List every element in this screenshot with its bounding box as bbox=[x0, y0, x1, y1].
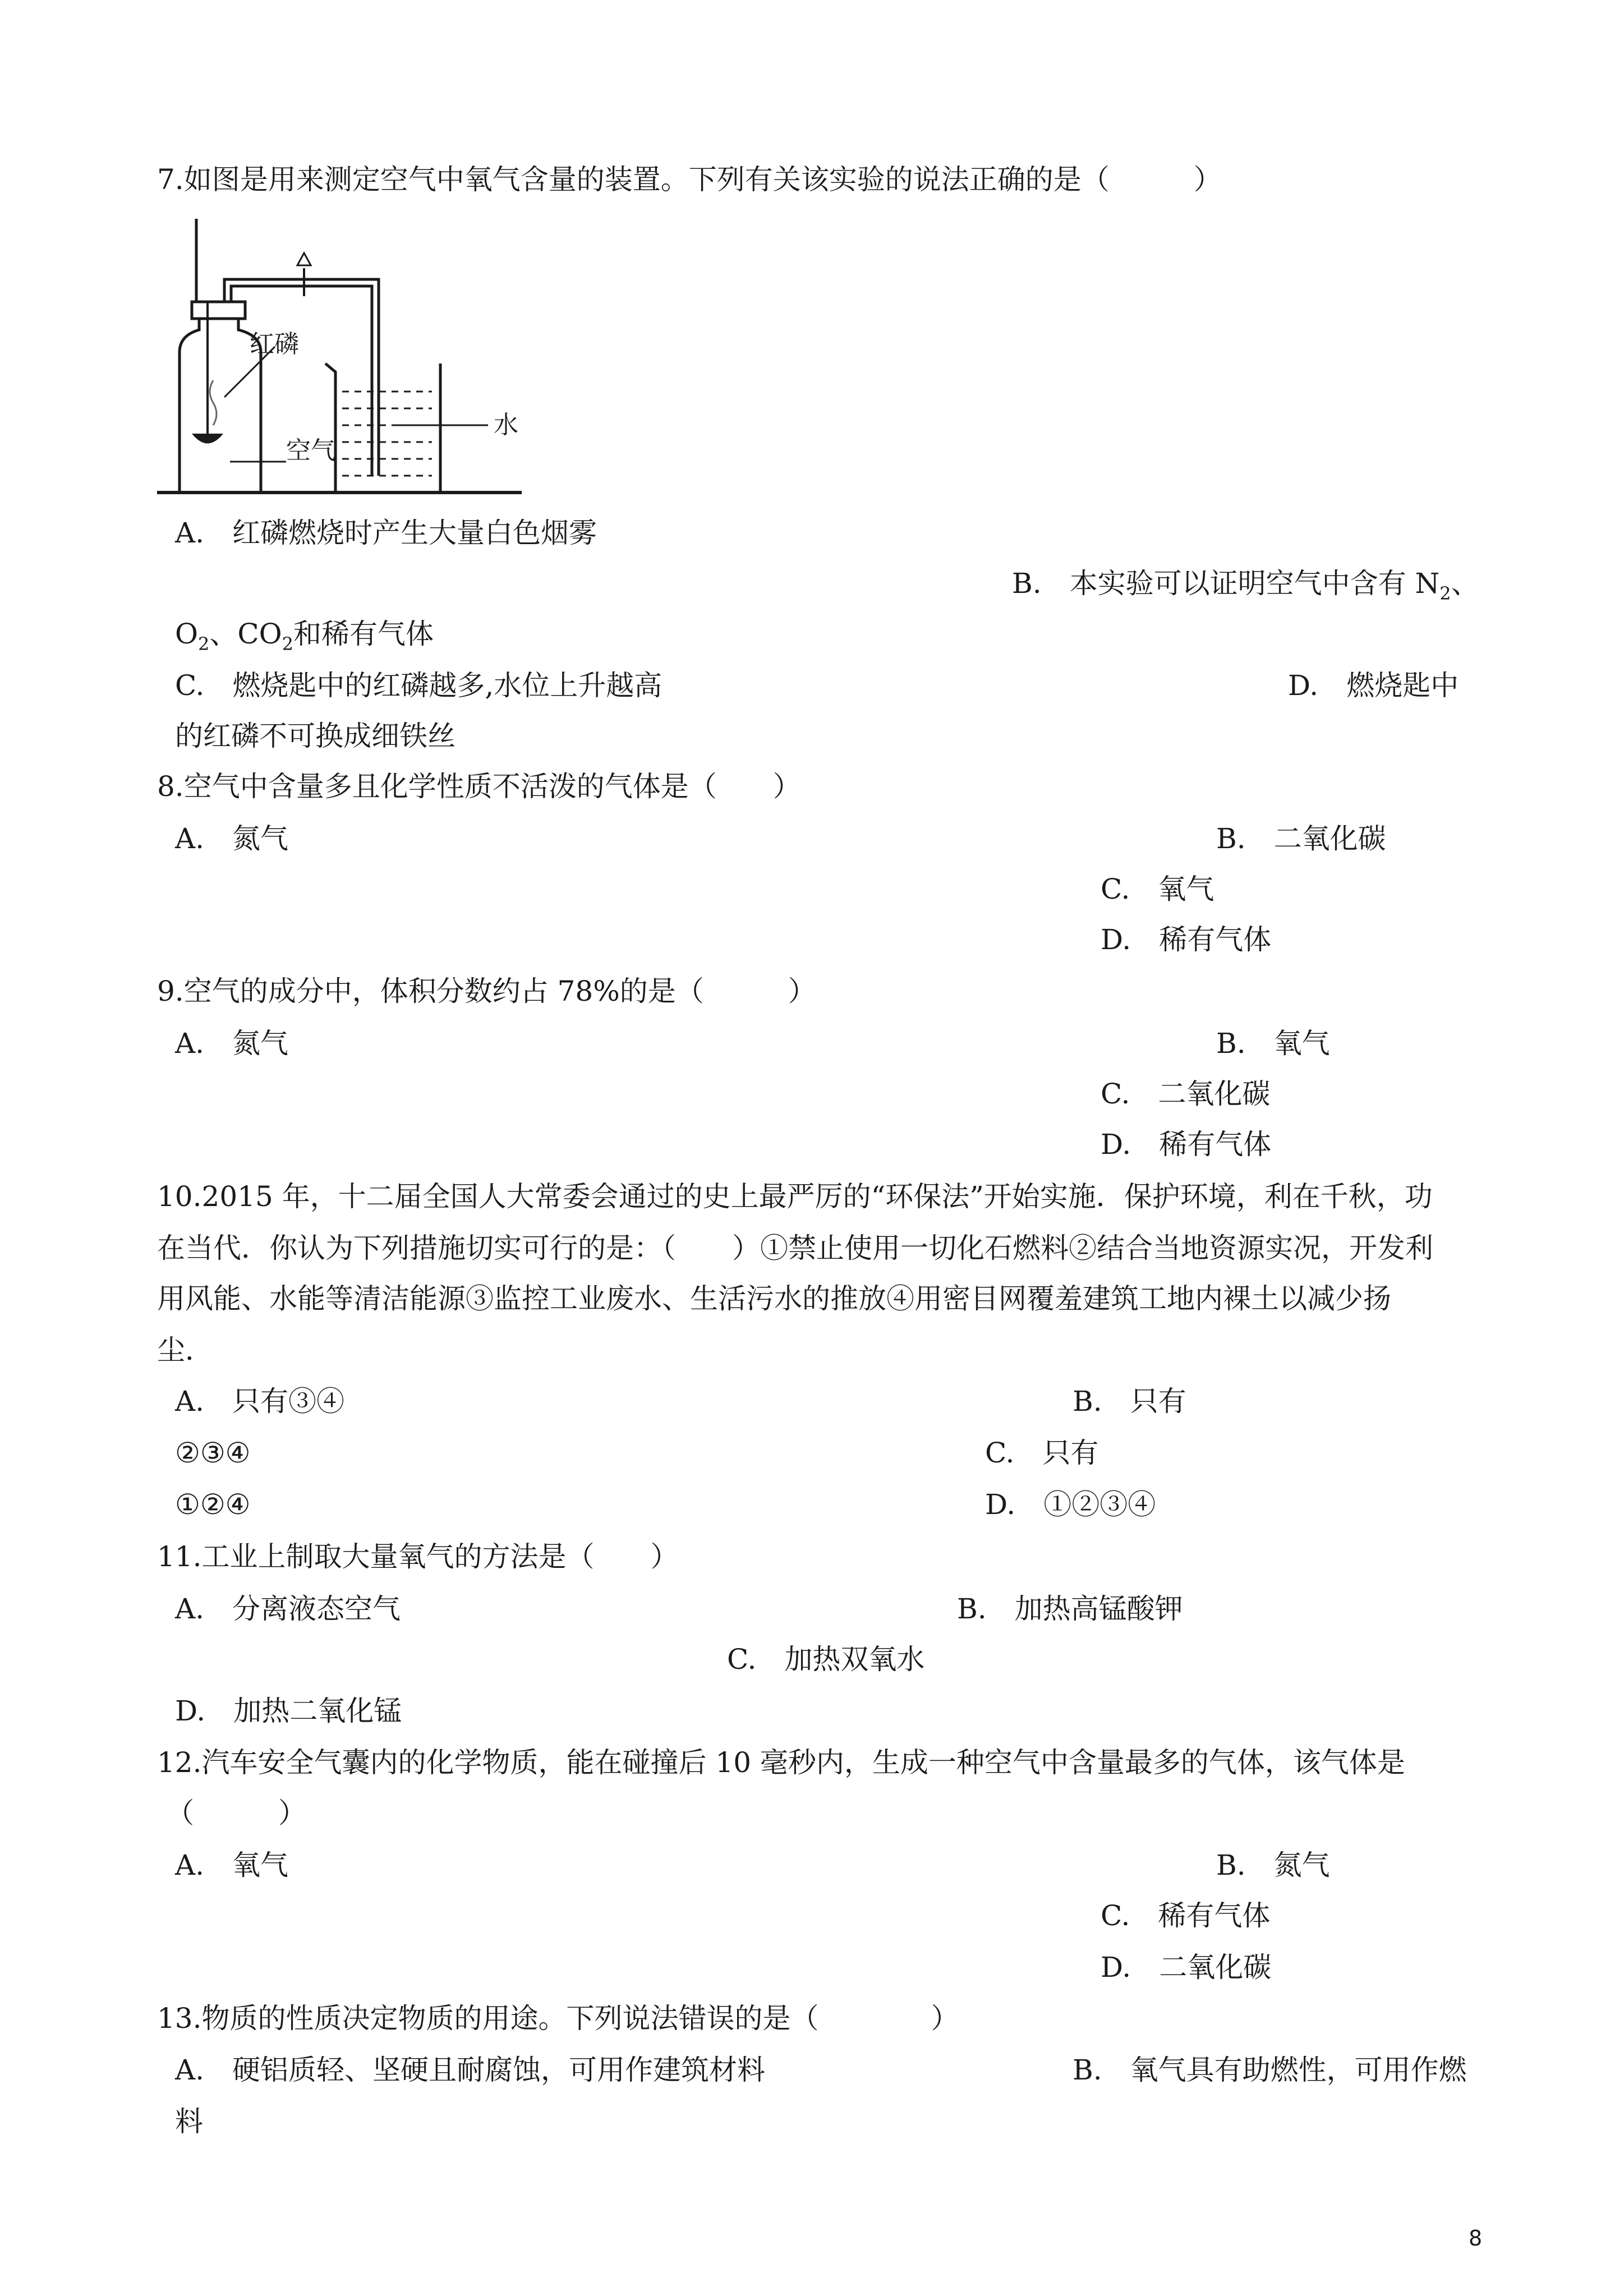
q9-option-c: C. 二氧化碳 bbox=[1101, 1078, 1271, 1110]
q9-option-b: B. 氧气 bbox=[1216, 1027, 1330, 1060]
q13-stem: 13.物质的性质决定物质的用途。下列说法错误的是（ ） bbox=[157, 2002, 959, 2035]
q7-option-c: C. 燃烧匙中的红磷越多,水位上升越高 bbox=[175, 669, 663, 702]
q12-option-b: B. 氮气 bbox=[1216, 1849, 1330, 1881]
q9-stem: 9.空气的成分中，体积分数约占 78%的是（ ） bbox=[157, 975, 816, 1007]
q12-option-a: A. 氧气 bbox=[175, 1849, 289, 1881]
q13-option-a: A. 硬铝质轻、坚硬且耐腐蚀，可用作建筑材料 bbox=[175, 2054, 766, 2086]
q12-stem: 12.汽车安全气囊内的化学物质，能在碰撞后 10 毫秒内，生成一种空气中含量最多的气体，该气体是 bbox=[157, 1746, 1405, 1779]
q11-option-b: B. 加热高锰酸钾 bbox=[957, 1593, 1183, 1625]
q12-stem-continued: （ ） bbox=[166, 1797, 306, 1829]
q10-stem-line-3: 用风能、水能等清洁能源③监控工业废水、生活污水的推放④用密目网覆羞建筑工地内裸土以减少扬 bbox=[157, 1282, 1391, 1315]
q10-stem-line-4: 尘． bbox=[157, 1334, 213, 1366]
q7-option-b-continued: $O_2$、$CO_2$和稀有气体 bbox=[175, 618, 434, 655]
q8-option-d: D. 稀有气体 bbox=[1101, 923, 1272, 956]
q8-stem: 8.空气中含量多且化学性质不活泼的气体是（ ） bbox=[157, 770, 801, 803]
q10-option-b: B. 只有 bbox=[1073, 1385, 1186, 1418]
q10-option-c: C. 只有 bbox=[985, 1437, 1099, 1469]
q11-option-a: A. 分离液态空气 bbox=[175, 1593, 401, 1625]
q7-option-b: B. 本实验可以证明空气中含有 $N_2$、 bbox=[1012, 567, 1479, 604]
q10-option-d: D. ①②③④ bbox=[985, 1488, 1156, 1521]
q9-option-d: D. 稀有气体 bbox=[1101, 1128, 1272, 1161]
q10-stem-line-2: 在当代．你认为下列措施切实可行的是：（ ）①禁止使用一切化石燃料②结合当地资源实况，开发利 bbox=[157, 1232, 1433, 1264]
q10-option-b-continued: ②③④ bbox=[175, 1437, 251, 1469]
q10-option-c-continued: ①②④ bbox=[175, 1488, 251, 1521]
q7-option-d-continued: 的红磷不可换成细铁丝 bbox=[175, 720, 456, 752]
q8-option-b: B. 二氧化碳 bbox=[1216, 822, 1386, 855]
q11-stem: 11.工业上制取大量氧气的方法是（ ） bbox=[157, 1540, 679, 1573]
q7-option-d: D. 燃烧匙中 bbox=[1288, 669, 1459, 702]
q7-option-a: A. 红磷燃烧时产生大量白色烟雾 bbox=[175, 517, 597, 549]
q9-option-a: A. 氮气 bbox=[175, 1027, 289, 1060]
label-red-phosphorus: 红磷 bbox=[250, 330, 299, 358]
q12-option-c: C. 稀有气体 bbox=[1101, 1899, 1271, 1932]
label-air: 空气 bbox=[286, 436, 335, 465]
q7-stem: 7.如图是用来测定空气中氧气含量的装置。下列有关该实验的说法正确的是（ ） bbox=[157, 163, 1222, 196]
oxygen-measurement-apparatus-figure bbox=[157, 212, 550, 504]
page-number: 8 bbox=[1469, 2226, 1483, 2251]
q8-option-c: C. 氧气 bbox=[1101, 873, 1214, 905]
q12-option-d: D. 二氧化碳 bbox=[1101, 1951, 1272, 1984]
q10-stem-line-1: 10.2015 年，十二届全国人大常委会通过的史上最严厉的“环保法”开始实施．保护环境，利在千秋，功 bbox=[157, 1180, 1433, 1213]
label-water: 水 bbox=[494, 411, 518, 439]
q10-option-a: A. 只有③④ bbox=[175, 1385, 345, 1418]
q8-option-a: A. 氮气 bbox=[175, 822, 289, 855]
q11-option-c: C. 加热双氧水 bbox=[727, 1643, 925, 1676]
q13-option-b-continued: 料 bbox=[175, 2105, 203, 2138]
q13-option-b: B. 氧气具有助燃性，可用作燃 bbox=[1073, 2054, 1467, 2086]
q11-option-d: D. 加热二氧化锰 bbox=[175, 1695, 402, 1727]
